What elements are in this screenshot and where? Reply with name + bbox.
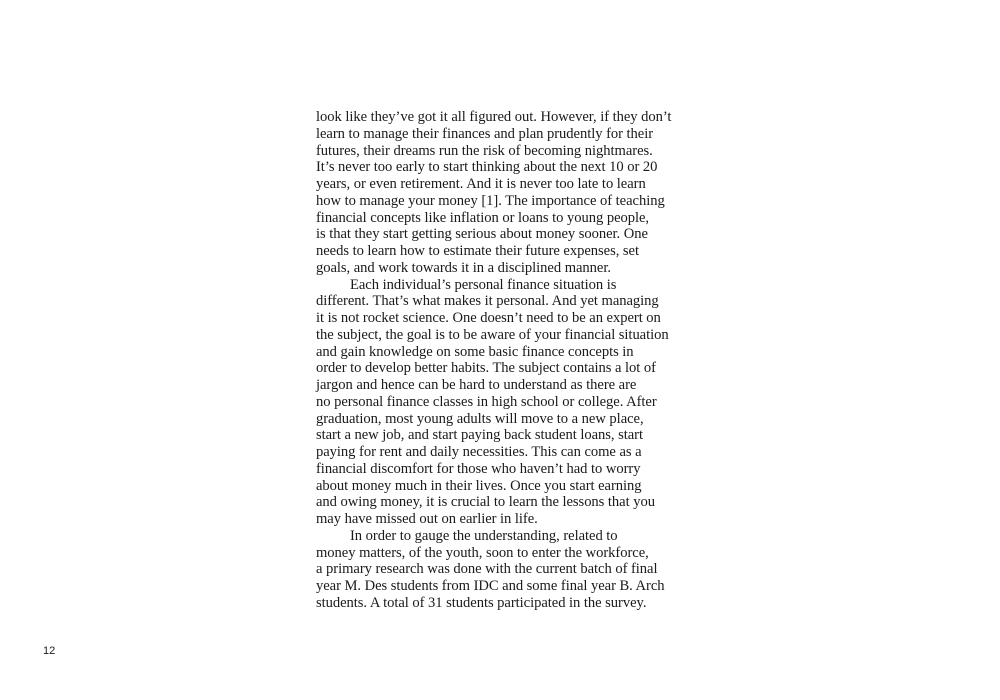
text-line: no personal finance classes in high school or college. After: [316, 393, 657, 410]
text-line: order to develop better habits. The subject contains a lot of: [316, 360, 656, 377]
text-line: look like they’ve got it all figured out. However, if they don’t: [316, 109, 672, 125]
paragraph-2: [316, 277, 676, 528]
text-line: may have missed out on earlier in life.: [316, 511, 538, 527]
text-line: year M. Des students from IDC and some final year B. Arch: [316, 578, 665, 594]
text-line: needs to learn how to estimate their future expenses, set: [316, 243, 639, 259]
paragraph-1: [316, 109, 676, 277]
text-line: start a new job, and start paying back student loans, start: [316, 427, 643, 444]
text-line: learn to manage their finances and plan prudently for their: [316, 125, 654, 142]
text-line: a primary research was done with the current batch of final: [316, 561, 658, 578]
text-line: jargon and hence can be hard to understand as there are: [316, 377, 637, 393]
text-line: different. That’s what makes it personal. And yet managing: [316, 293, 659, 310]
text-line: paying for rent and daily necessities. This can come as a: [316, 444, 642, 460]
text-line: is that they start getting serious about money sooner. One: [316, 226, 648, 243]
text-line: futures, their dreams run the risk of becoming nightmares.: [316, 142, 653, 159]
text-line: how to manage your money [1]. The importance of teaching: [316, 192, 665, 209]
body-text: [316, 109, 676, 612]
text-line: the subject, the goal is to be aware of your financial situation: [316, 326, 669, 343]
text-line: money matters, of the youth, soon to enter the workforce,: [316, 544, 649, 561]
text-line: about money much in their lives. Once you start earning: [316, 477, 642, 494]
text-line: and gain knowledge on some basic finance concepts in: [316, 343, 634, 360]
text-line: goals, and work towards it in a disciplined manner.: [316, 259, 611, 276]
text-line-indented: Each individual’s personal finance situation is: [350, 276, 617, 293]
text-line: it is not rocket science. One doesn’t need to be an expert on: [316, 310, 661, 326]
text-line: financial discomfort for those who haven’t had to worry: [316, 460, 641, 477]
text-line: It’s never too early to start thinking about the next 10 or 20: [316, 159, 658, 176]
page-number: 12: [43, 645, 56, 657]
paragraph-3: [316, 528, 676, 612]
text-line: years, or even retirement. And it is never too late to learn: [316, 176, 646, 192]
text-line: students. A total of 31 students participated in the survey.: [316, 594, 647, 611]
text-line: and owing money, it is crucial to learn the lessons that you: [316, 494, 655, 511]
text-line: financial concepts like inflation or loans to young people,: [316, 209, 650, 226]
text-line: graduation, most young adults will move to a new place,: [316, 410, 644, 427]
text-line-indented: In order to gauge the understanding, related to: [350, 527, 618, 544]
